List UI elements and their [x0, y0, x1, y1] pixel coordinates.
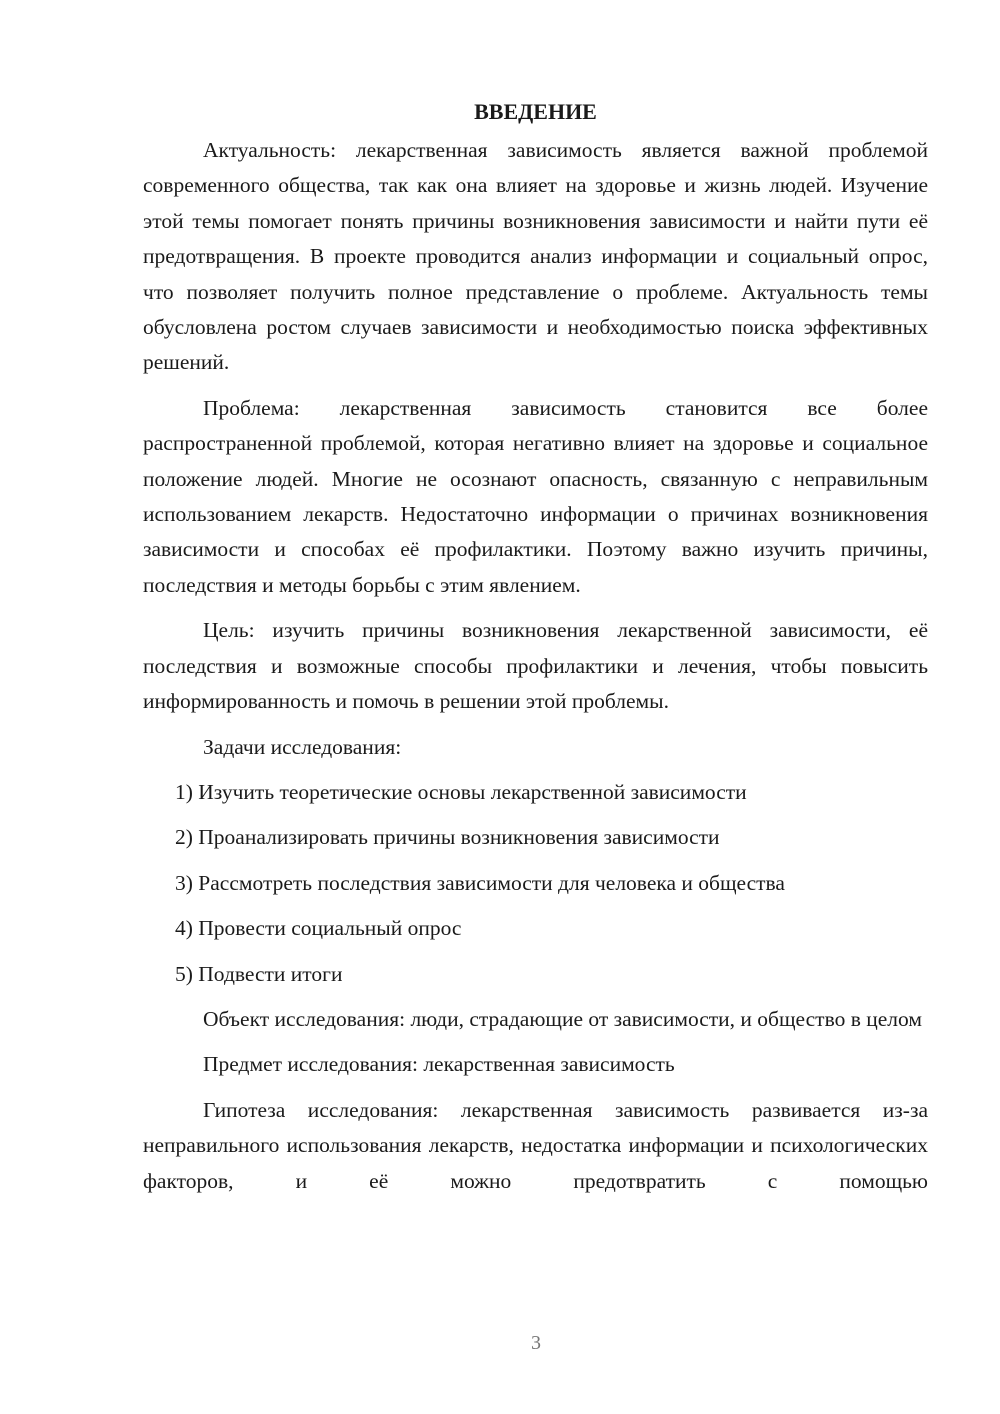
task-list: [143, 775, 928, 992]
list-item: 4) Провести социальный опрос: [175, 916, 462, 941]
document-page: [143, 94, 928, 1209]
page-title: ВВЕДЕНИЕ: [474, 99, 597, 124]
paragraph-goal: Цель: изучить причины возникновения лекарственной зависимости, её последствия и возможные способы профилактики и лечения, чтобы повысить информированность и помочь в решении этой проблемы.: [143, 618, 928, 714]
paragraph-subject: Предмет исследования: лекарственная зависимость: [203, 1052, 675, 1077]
list-item: 3) Рассмотреть последствия зависимости для человека и общества: [175, 870, 785, 895]
paragraph-relevance: Актуальность: лекарственная зависимость является важной проблемой современного общества, так как она влияет на здоровье и жизнь людей. Изучение этой темы помогает понять причины возникновения зависимости и найти пути её предотвращения. В проекте проводится анализ информации и социальный опрос, что позволяет получить полное представление о проблеме. Актуальность темы обусловлена ростом случаев зависимости и необходимостью поиска эффективных решений.: [143, 138, 928, 375]
paragraph-hypothesis: Гипотеза исследования: лекарственная зависимость развивается из-за неправильного использования лекарств, недостатка информации и психологических факторов, и её можно предотвратить с помощью: [143, 1097, 928, 1193]
paragraph-object: Объект исследования: люди, страдающие от зависимости, и общество в целом: [203, 1006, 922, 1031]
list-item: 5) Подвести итоги: [175, 961, 343, 986]
list-item: 2) Проанализировать причины возникновения зависимости: [175, 825, 720, 850]
page-number: 3: [531, 1332, 541, 1354]
list-item: 1) Изучить теоретические основы лекарственной зависимости: [175, 779, 747, 804]
paragraph-problem: Проблема: лекарственная зависимость становится все более распространенной проблемой, которая негативно влияет на здоровье и социальное положение людей. Многие не осознают опасность, связанную с неправильным использованием лекарств. Недостаточно информации о причинах возникновения зависимости и способах её профилактики. Поэтому важно изучить причины, последствия и методы борьбы с этим явлением.: [143, 395, 928, 597]
tasks-heading: Задачи исследования:: [203, 734, 402, 759]
